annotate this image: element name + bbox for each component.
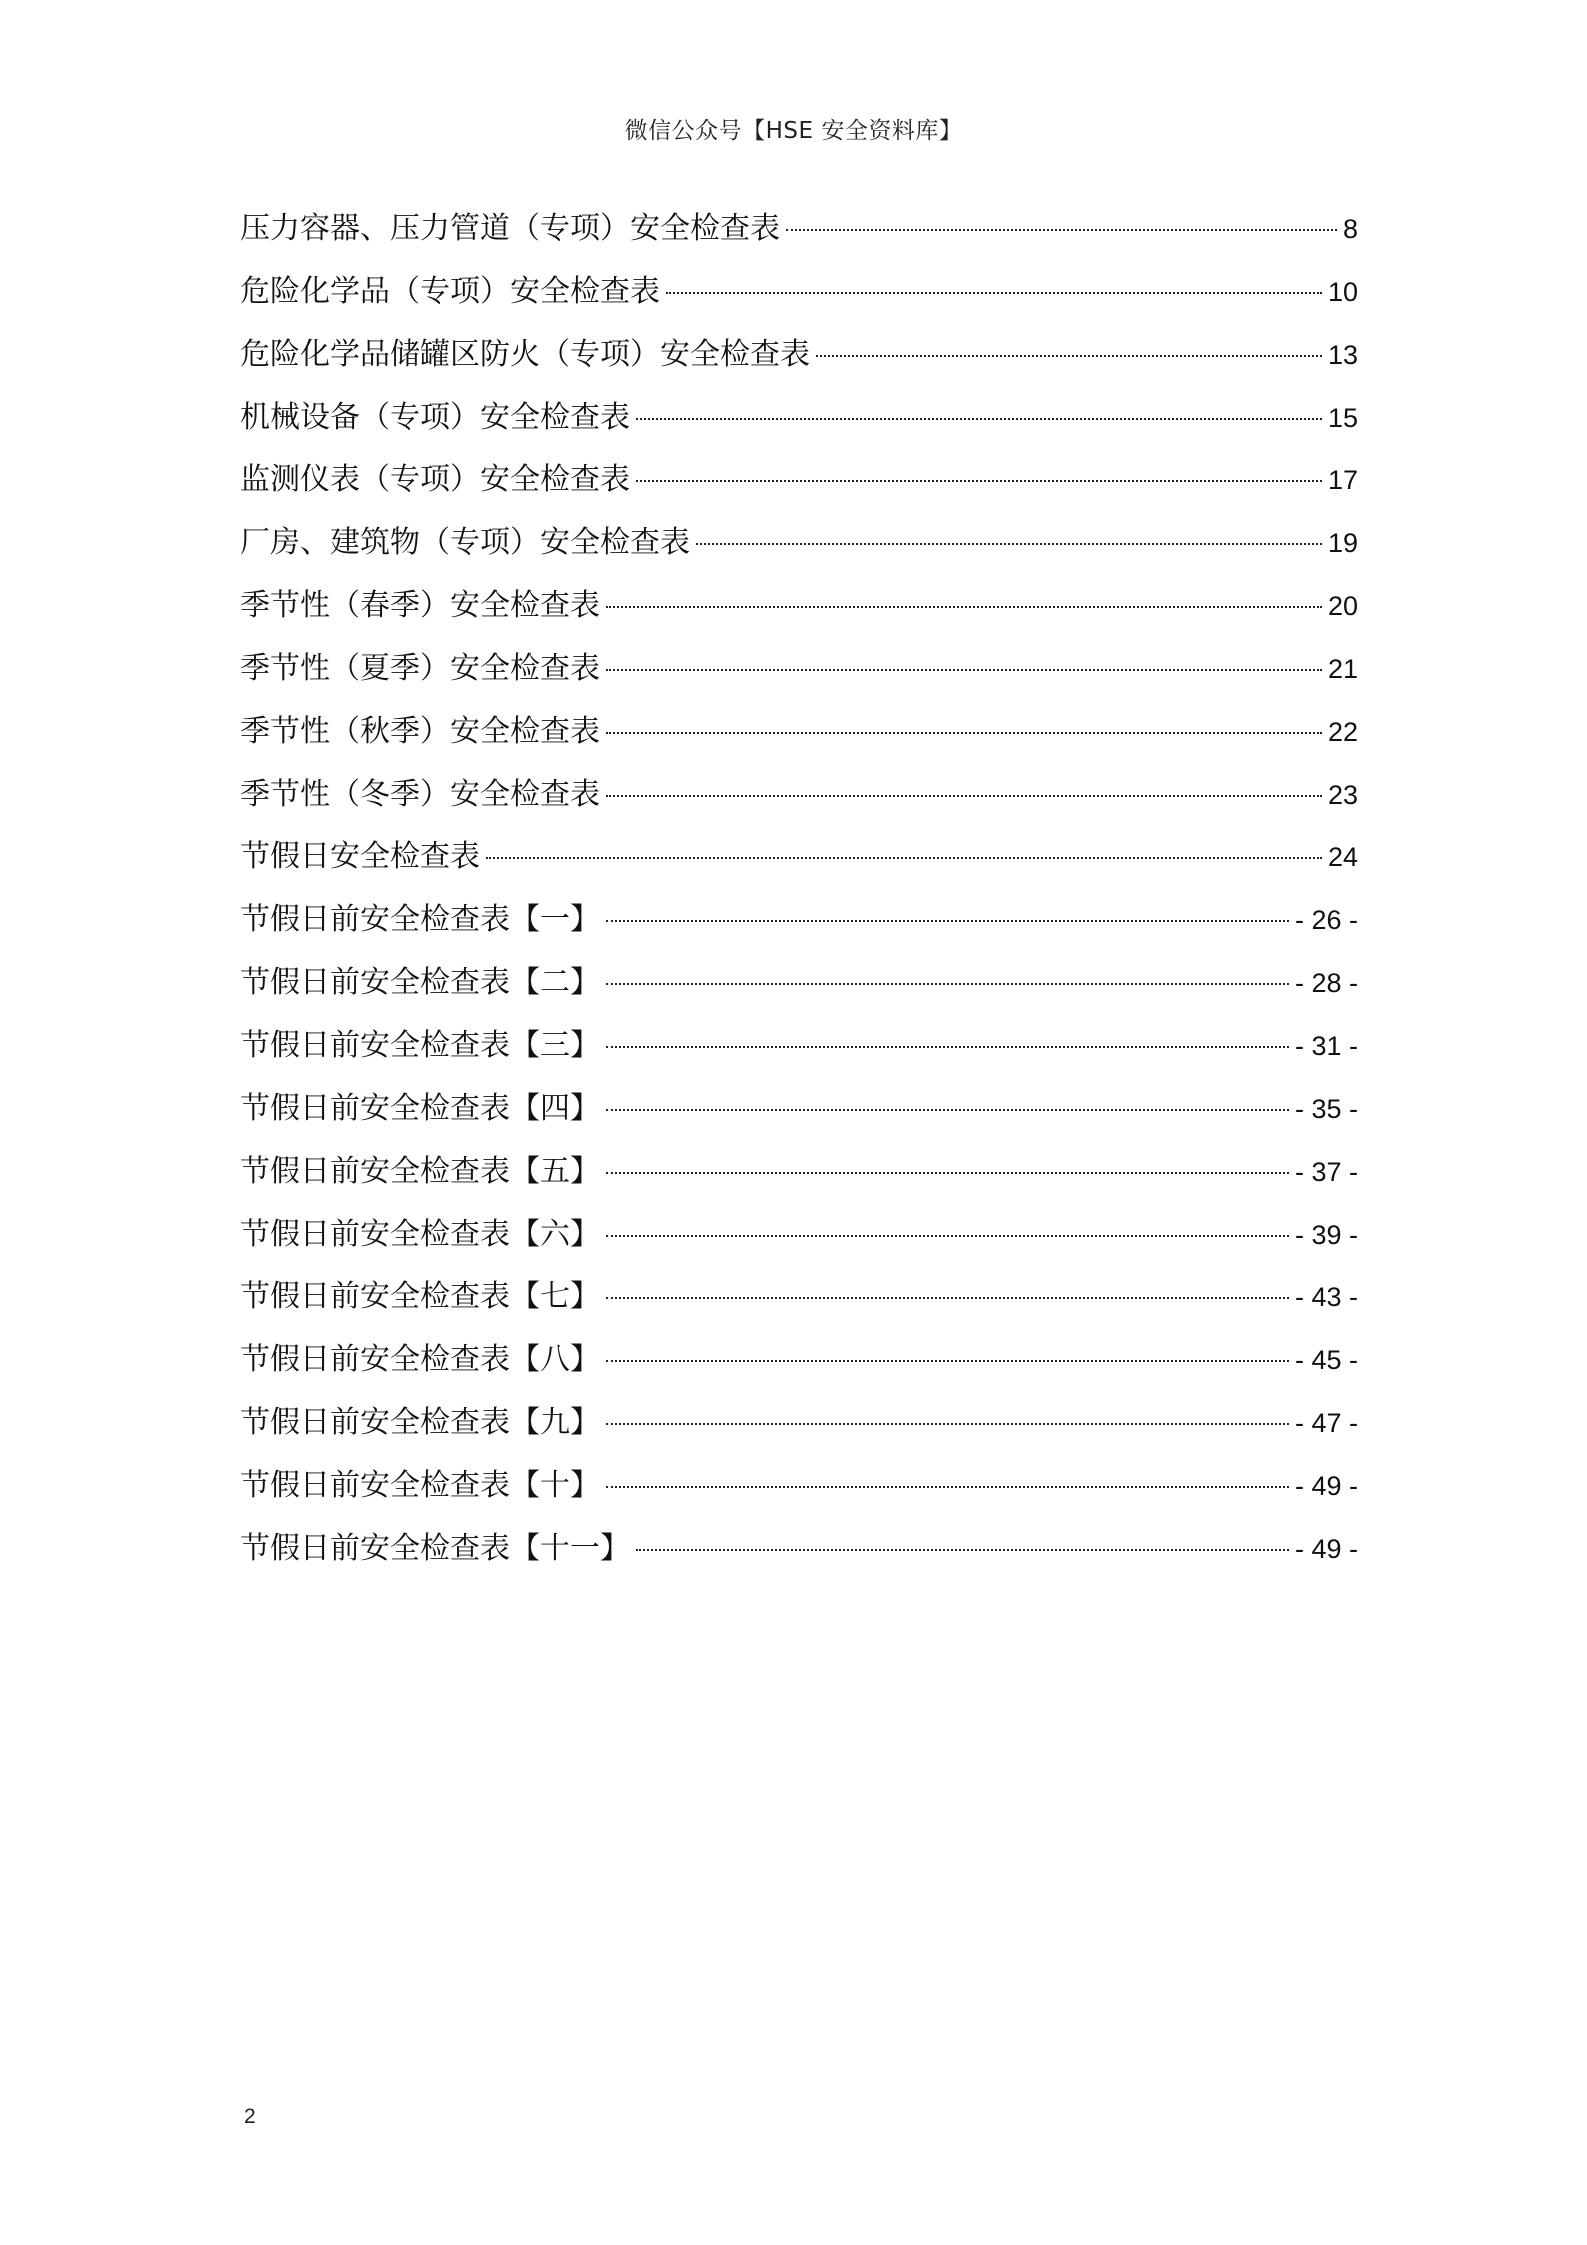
toc-entry-title: 厂房、建筑物（专项）安全检查表 <box>240 525 690 561</box>
toc-dot-leader <box>696 543 1322 545</box>
toc-entry[interactable] <box>240 952 1358 1015</box>
toc-entry[interactable] <box>240 1455 1358 1518</box>
toc-entry[interactable] <box>240 324 1358 387</box>
toc-entry-title: 节假日前安全检查表【二】 <box>240 965 600 1001</box>
toc-entry[interactable] <box>240 261 1358 324</box>
toc-entry[interactable] <box>240 701 1358 764</box>
toc-entry[interactable] <box>240 826 1358 889</box>
toc-entry-page: 20 <box>1327 591 1358 622</box>
toc-entry-title: 季节性（冬季）安全检查表 <box>240 776 600 812</box>
toc-entry-title: 节假日前安全检查表【四】 <box>240 1090 600 1126</box>
toc-entry-title: 节假日前安全检查表【八】 <box>240 1342 600 1378</box>
page-header: 微信公众号【HSE 安全资料库】 <box>624 118 963 144</box>
toc-entry-page: 19 <box>1327 528 1358 559</box>
toc-entry-title: 压力容器、压力管道（专项）安全检查表 <box>240 211 780 246</box>
toc-dot-leader <box>606 1486 1289 1488</box>
toc-dot-leader <box>636 1549 1289 1551</box>
toc-dot-leader <box>786 229 1337 231</box>
toc-entry-title: 季节性（秋季）安全检查表 <box>240 713 600 749</box>
toc-entry-page: - 35 - <box>1294 1093 1358 1124</box>
toc-entry-title: 监测仪表（专项）安全检查表 <box>240 462 630 498</box>
toc-dot-leader <box>606 669 1322 671</box>
toc-entry[interactable] <box>240 1204 1358 1267</box>
toc-entry[interactable] <box>240 1078 1358 1141</box>
toc-entry-page: 15 <box>1327 402 1358 433</box>
toc-dot-leader <box>666 292 1322 294</box>
toc-entry-title: 节假日前安全检查表【七】 <box>240 1279 600 1315</box>
toc-entry[interactable] <box>240 764 1358 827</box>
toc-dot-leader <box>606 732 1322 734</box>
toc-dot-leader <box>606 1046 1289 1048</box>
toc-dot-leader <box>636 480 1322 482</box>
toc-entry-title: 节假日前安全检查表【三】 <box>240 1027 600 1063</box>
toc-entry-page: 17 <box>1327 465 1358 496</box>
toc-dot-leader <box>606 1109 1289 1111</box>
toc-entry[interactable] <box>240 1266 1358 1329</box>
toc-entry-page: 8 <box>1342 214 1358 244</box>
toc-entry-title: 节假日前安全检查表【十】 <box>240 1467 600 1503</box>
toc-dot-leader <box>606 920 1289 922</box>
toc-dot-leader <box>486 857 1322 859</box>
toc-entry[interactable] <box>240 1141 1358 1204</box>
toc-entry[interactable] <box>240 1015 1358 1078</box>
toc-entry-page: - 49 - <box>1294 1533 1358 1564</box>
toc-dot-leader <box>606 1235 1289 1237</box>
toc-dot-leader <box>606 1297 1289 1299</box>
toc-entry-title: 季节性（春季）安全检查表 <box>240 588 600 624</box>
toc-entry-title: 节假日前安全检查表【五】 <box>240 1153 600 1189</box>
page-number: 2 <box>244 2105 256 2128</box>
toc-dot-leader <box>606 606 1322 608</box>
toc-entry[interactable] <box>240 1392 1358 1455</box>
toc-entry-title: 节假日安全检查表 <box>240 839 480 875</box>
toc-entry[interactable] <box>240 1329 1358 1392</box>
toc-entry-page: - 26 - <box>1294 905 1358 936</box>
toc-entry-title: 危险化学品（专项）安全检查表 <box>240 273 660 309</box>
toc-entry[interactable] <box>240 889 1358 952</box>
toc-entry-title: 季节性（夏季）安全检查表 <box>240 650 600 686</box>
toc-entry-page: - 37 - <box>1294 1156 1358 1187</box>
toc-entry-page: 23 <box>1327 779 1358 810</box>
toc-dot-leader <box>606 1360 1289 1362</box>
toc-dot-leader <box>606 1423 1289 1425</box>
toc-dot-leader <box>606 983 1289 985</box>
toc-entry-page: - 49 - <box>1294 1470 1358 1501</box>
toc-entry[interactable] <box>240 198 1358 261</box>
toc-entry[interactable] <box>240 1518 1358 1581</box>
toc-entry-page: - 47 - <box>1294 1408 1358 1439</box>
toc-entry-page: 21 <box>1327 653 1358 684</box>
toc-entry-title: 节假日前安全检查表【九】 <box>240 1405 600 1441</box>
toc-entry-page: 10 <box>1327 276 1358 307</box>
table-of-contents <box>240 198 1358 1581</box>
toc-entry[interactable] <box>240 512 1358 575</box>
toc-dot-leader <box>606 1172 1289 1174</box>
toc-entry[interactable] <box>240 449 1358 512</box>
toc-dot-leader <box>606 795 1322 797</box>
toc-entry[interactable] <box>240 575 1358 638</box>
toc-entry-page: - 43 - <box>1294 1282 1358 1313</box>
toc-entry-page: - 28 - <box>1294 968 1358 999</box>
toc-entry-page: - 39 - <box>1294 1219 1358 1250</box>
toc-entry-page: - 31 - <box>1294 1030 1358 1061</box>
toc-entry-title: 节假日前安全检查表【十一】 <box>240 1530 630 1566</box>
toc-entry-page: 22 <box>1327 716 1358 747</box>
toc-entry-page: 13 <box>1327 339 1358 370</box>
toc-entry-title: 机械设备（专项）安全检查表 <box>240 399 630 435</box>
toc-dot-leader <box>816 355 1322 357</box>
toc-entry[interactable] <box>240 638 1358 701</box>
toc-entry-page: - 45 - <box>1294 1345 1358 1376</box>
toc-dot-leader <box>636 418 1322 420</box>
toc-entry[interactable] <box>240 387 1358 450</box>
toc-entry-title: 节假日前安全检查表【一】 <box>240 902 600 938</box>
toc-entry-title: 危险化学品储罐区防火（专项）安全检查表 <box>240 336 810 372</box>
toc-entry-page: 24 <box>1327 842 1358 873</box>
toc-entry-title: 节假日前安全检查表【六】 <box>240 1216 600 1252</box>
